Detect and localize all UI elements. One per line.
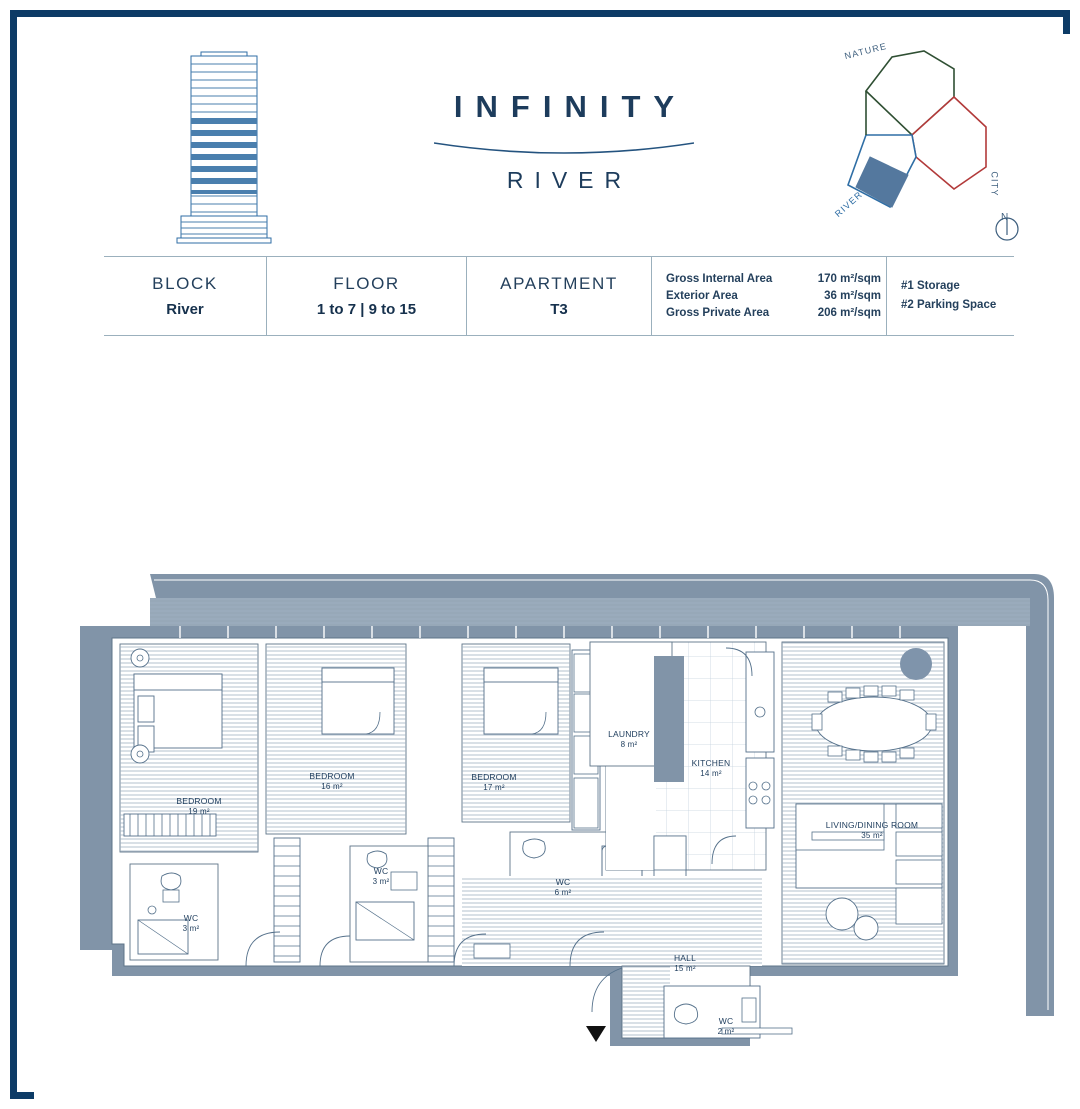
room-name: BEDROOM	[309, 771, 355, 781]
room-name: WC	[183, 913, 199, 923]
info-areas	[652, 257, 887, 335]
extra-item: #1 Storage	[901, 280, 960, 292]
room-label-laundry-8	[588, 729, 670, 750]
room-area: 2 m²	[717, 1026, 735, 1036]
info-floor-value: 1 to 7 | 9 to 15	[316, 301, 417, 318]
site-keyplan-icon	[804, 39, 1034, 249]
room-label-wc-3-b	[160, 913, 222, 934]
area-row	[666, 305, 881, 322]
info-floor	[267, 257, 467, 335]
brand-divider-icon	[434, 139, 694, 157]
room-label-bedroom-19	[158, 796, 240, 817]
area-label: Gross Internal Area	[666, 272, 773, 285]
room-area: 15 m²	[674, 963, 696, 973]
sheet-header	[34, 34, 1080, 254]
entrance-arrow	[586, 1026, 606, 1042]
room-name: WC	[718, 1016, 734, 1026]
area-value: 206 m²/sqm	[817, 306, 881, 319]
room-label-bedroom-16	[291, 771, 373, 792]
north-indicator: N	[1001, 212, 1009, 223]
room-label-wc-2	[695, 1016, 757, 1037]
floor-plan-drawing	[50, 546, 1064, 1056]
room-name: KITCHEN	[691, 758, 731, 768]
room-area: 14 m²	[700, 768, 722, 778]
area-label: Gross Private Area	[666, 306, 770, 319]
room-label-wc-6	[532, 877, 594, 898]
room-label-living-dining-35	[807, 820, 937, 841]
keyplan-label-city: CITY	[989, 171, 1000, 197]
info-block	[104, 257, 267, 335]
area-value: 36 m²/sqm	[824, 289, 881, 302]
brand-name: INFINITY	[453, 89, 688, 124]
area-label: Exterior Area	[666, 289, 738, 302]
room-name: BEDROOM	[176, 796, 222, 806]
brand-block	[334, 89, 794, 194]
room-name: BEDROOM	[471, 772, 517, 782]
brand-subtitle: RIVER	[506, 167, 633, 193]
room-area: 8 m²	[620, 739, 638, 749]
area-row	[666, 288, 881, 305]
building-tower-icon	[169, 46, 279, 246]
keyplan-label-river: RIVER	[832, 189, 865, 219]
room-area: 17 m²	[483, 782, 505, 792]
info-apartment-title: APARTMENT	[500, 274, 618, 293]
extra-item: #2 Parking Space	[901, 299, 997, 311]
room-label-kitchen-14	[670, 758, 752, 779]
room-area: 19 m²	[188, 806, 210, 816]
room-label-bedroom-17	[453, 772, 535, 793]
keyplan-label-nature: NATURE	[843, 40, 889, 62]
plan-sheet	[34, 34, 1080, 1109]
room-name: LIVING/DINING ROOM	[825, 820, 919, 830]
info-floor-title: FLOOR	[333, 274, 400, 293]
room-name: WC	[555, 877, 571, 887]
room-name: HALL	[673, 953, 697, 963]
room-label-wc-3-a	[350, 866, 412, 887]
apartment-info-bar	[104, 256, 1014, 336]
sheet-border	[10, 10, 1070, 1099]
info-extras	[887, 257, 1014, 335]
room-area: 16 m²	[321, 781, 343, 791]
info-apartment-value: T3	[550, 301, 568, 318]
room-area: 35 m²	[861, 830, 883, 840]
area-value: 170 m²/sqm	[817, 272, 881, 285]
room-area: 6 m²	[554, 887, 572, 897]
info-apartment	[467, 257, 652, 335]
room-name: LAUNDRY	[608, 729, 650, 739]
info-block-value: River	[166, 301, 204, 318]
room-label-hall-15	[654, 953, 716, 974]
room-area: 3 m²	[372, 876, 390, 886]
area-row	[666, 271, 881, 288]
room-area: 3 m²	[182, 923, 200, 933]
info-block-title: BLOCK	[152, 274, 218, 293]
room-name: WC	[373, 866, 389, 876]
